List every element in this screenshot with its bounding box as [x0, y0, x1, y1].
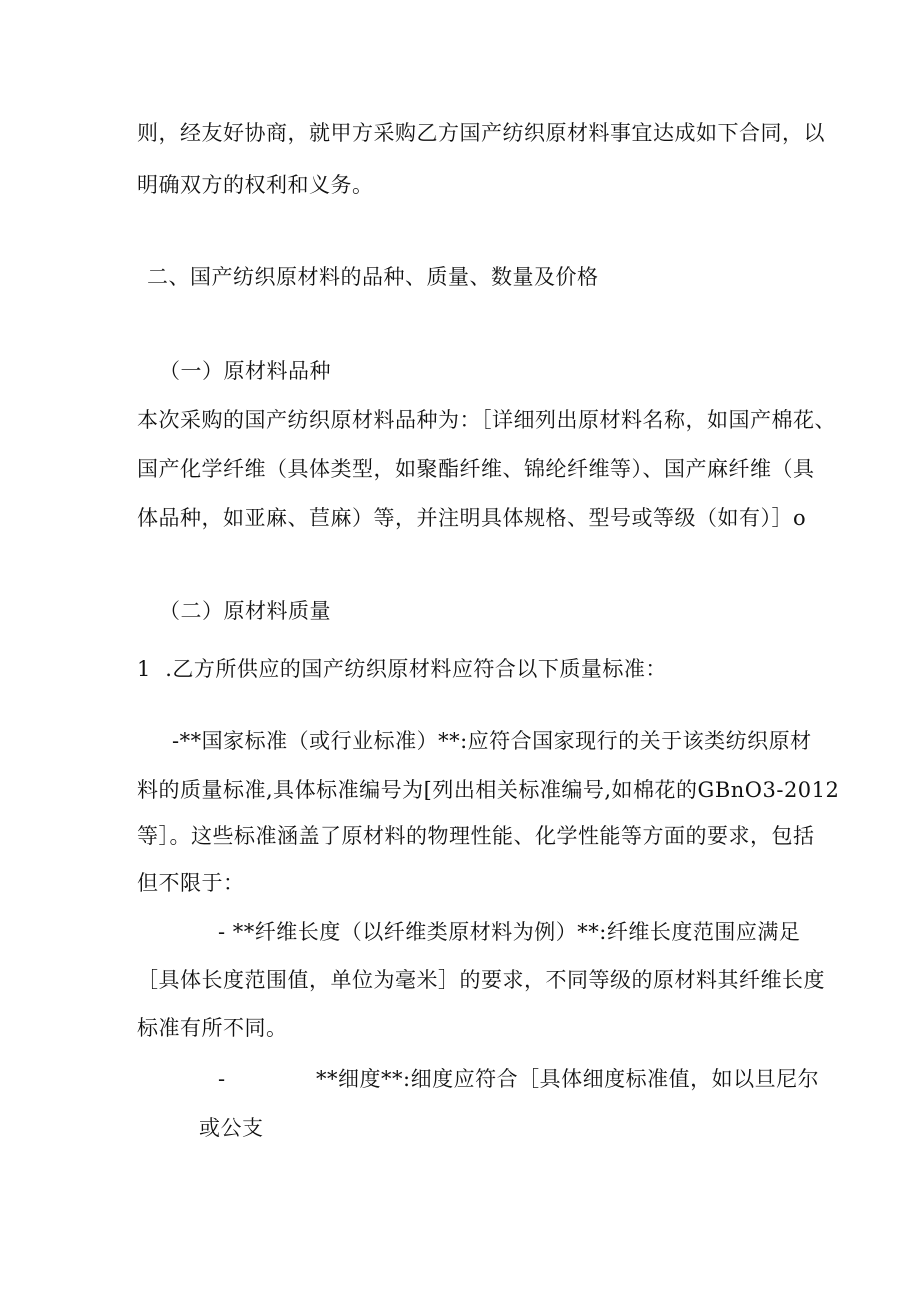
standard-line-3: 等］。这些标准涵盖了原材料的物理性能、化学性能等方面的要求，包括	[137, 824, 815, 848]
varieties-line-2: 国产化学纤维（具体类型，如聚酯纤维、锦纶纤维等）、国产麻纤维（具	[137, 457, 815, 481]
section-heading: 二、国产纺织原材料的品种、质量、数量及价格	[147, 265, 599, 289]
intro-line-1: 则，经友好协商，就甲方采购乙方国产纺织原材料事宜达成如下合同，以	[137, 121, 825, 145]
fiber-length-line-1: - **纤维长度（以纤维类原材料为例）**:纤维长度范围应满足	[218, 920, 801, 944]
varieties-line-3: 体品种，如亚麻、苣麻）等，并注明具体规格、型号或等级（如有）］o	[137, 506, 807, 530]
standard-line-2: 料的质量标准,具体标准编号为[列出相关标准编号,如棉花的GBnO3-2012	[137, 778, 840, 802]
quality-item-1: 1 .乙方所供应的国产纺织原材料应符合以下质量标准：	[137, 657, 667, 681]
varieties-line-1: 本次采购的国产纺织原材料品种为：［详细列出原材料名称，如国产棉花、	[137, 408, 836, 432]
fineness-dash: -	[218, 1067, 226, 1091]
standard-line-4: 但不限于：	[137, 871, 245, 895]
fiber-length-line-3: 标准有所不同。	[137, 1016, 288, 1040]
standard-line-1: -**国家标准（或行业标准）**:应符合国家现行的关于该类纺织原材	[172, 729, 812, 753]
fineness-line-2: 或公支	[199, 1116, 264, 1140]
intro-line-2: 明确双方的权利和义务。	[137, 173, 374, 197]
subsection-heading-quality: （二）原材料质量	[159, 599, 331, 623]
subsection-heading-varieties: （一）原材料品种	[159, 359, 331, 383]
fineness-line-1: **细度**:细度应符合［具体细度标准值，如以旦尼尔	[316, 1067, 820, 1091]
fiber-length-line-2: ［具体长度范围值，单位为毫米］的要求，不同等级的原材料其纤维长度	[137, 968, 825, 992]
